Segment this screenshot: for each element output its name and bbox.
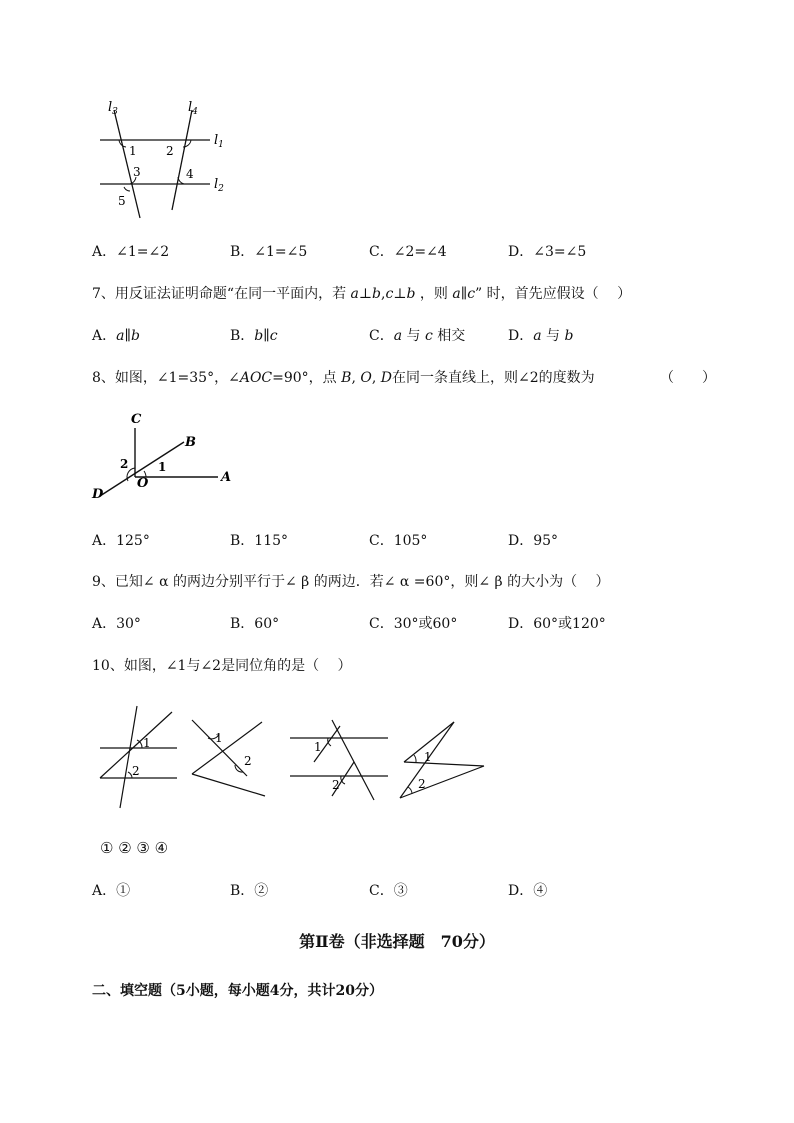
d2-angle-2: 2: [244, 754, 252, 768]
q9-option-c[interactable]: C．30°或60°: [369, 616, 458, 632]
svg-text:l1: [214, 133, 224, 150]
q10-option-d[interactable]: D．④: [508, 883, 548, 899]
figure-q8-angles: [88, 408, 238, 503]
q10-diagram-numbers: ① ② ③ ④: [100, 839, 169, 857]
q10-option-a[interactable]: A．①: [92, 883, 131, 899]
q7-option-c[interactable]: C．a 与 c 相交: [369, 328, 466, 344]
d1-angle-1: 1: [143, 736, 151, 750]
angle-label-1: 1: [158, 460, 167, 474]
diagram-4: [400, 722, 484, 798]
point-a: A: [221, 470, 232, 485]
diagram-1: [100, 706, 177, 808]
d4-angle-1: 1: [424, 750, 432, 764]
svg-text:l4: [188, 100, 198, 117]
q8-option-b[interactable]: B．115°: [230, 533, 289, 549]
label-l1-sub: 1: [218, 140, 224, 150]
label-l2-sub: 2: [218, 184, 224, 194]
figure-q6-parallel-lines: [92, 95, 242, 225]
q10-option-b[interactable]: B．②: [230, 883, 269, 899]
q8-option-a[interactable]: A．125°: [92, 533, 150, 549]
angle-label-5: 5: [118, 194, 126, 208]
svg-text:l2: [214, 177, 224, 194]
q6-option-a[interactable]: A．∠1=∠2: [92, 244, 170, 260]
q8-question: 8、如图，∠1=35°，∠AOC=90°，点 B, O, D在同一条直线上，则∠2的度数为: [92, 370, 595, 386]
angle-label-1: 1: [129, 144, 137, 158]
q9-option-b[interactable]: B．60°: [230, 616, 280, 632]
point-o: O: [137, 476, 149, 491]
label-l1: l: [214, 133, 219, 148]
label-l4-sub: 4: [192, 107, 198, 117]
angle-label-2: 2: [120, 457, 129, 471]
svg-text:l3: [108, 100, 118, 117]
figure-q10-four-diagrams: [92, 700, 492, 815]
q9-option-d[interactable]: D．60°或120°: [508, 616, 606, 632]
d3-angle-1: 1: [314, 740, 322, 754]
angle-label-2: 2: [166, 144, 174, 158]
d4-angle-2: 2: [418, 777, 426, 791]
d3-angle-2: 2: [332, 778, 340, 792]
part2-title: 第Ⅱ卷（非选择题 70分）: [299, 932, 495, 951]
q6-option-d[interactable]: D．∠3=∠5: [508, 244, 587, 260]
angle-label-3: 3: [133, 165, 141, 179]
d2-angle-1: 1: [215, 731, 223, 745]
label-l3-sub: 3: [112, 107, 118, 117]
q8-answer-paren: （ ）: [660, 370, 716, 386]
label-l3: l: [108, 100, 113, 115]
label-l2: l: [214, 177, 219, 192]
diagram-3: [290, 720, 388, 800]
point-b: B: [185, 435, 196, 450]
q10-question: 10、如图，∠1与∠2是同位角的是（ ）: [92, 658, 352, 674]
section2-title: 二、填空题（5小题，每小题4分，共计20分）: [92, 983, 383, 999]
q10-option-c[interactable]: C．③: [369, 883, 408, 899]
angle-label-4: 4: [186, 167, 194, 181]
q8-option-c[interactable]: C．105°: [369, 533, 428, 549]
label-l4: l: [188, 100, 193, 115]
q7-option-d[interactable]: D．a 与 b: [508, 328, 574, 344]
point-d: D: [92, 487, 104, 502]
q6-option-c[interactable]: C．∠2=∠4: [369, 244, 447, 260]
q8-option-d[interactable]: D．95°: [508, 533, 559, 549]
q7-option-a[interactable]: A．a∥b: [92, 328, 140, 344]
q9-question: 9、已知∠ α 的两边分别平行于∠ β 的两边．若∠ α =60°，则∠ β 的大小为（ ）: [92, 574, 610, 590]
diagram-2: [192, 720, 265, 796]
q9-option-a[interactable]: A．30°: [92, 616, 141, 632]
q7-option-b[interactable]: B．b∥c: [230, 328, 278, 344]
q6-option-b[interactable]: B．∠1=∠5: [230, 244, 308, 260]
point-c: C: [131, 412, 142, 427]
q7-question: 7、用反证法证明命题“在同一平面内，若 a⊥b,c⊥b ，则 a∥c” 时，首先应假设（ ）: [92, 286, 632, 302]
d1-angle-2: 2: [132, 764, 140, 778]
